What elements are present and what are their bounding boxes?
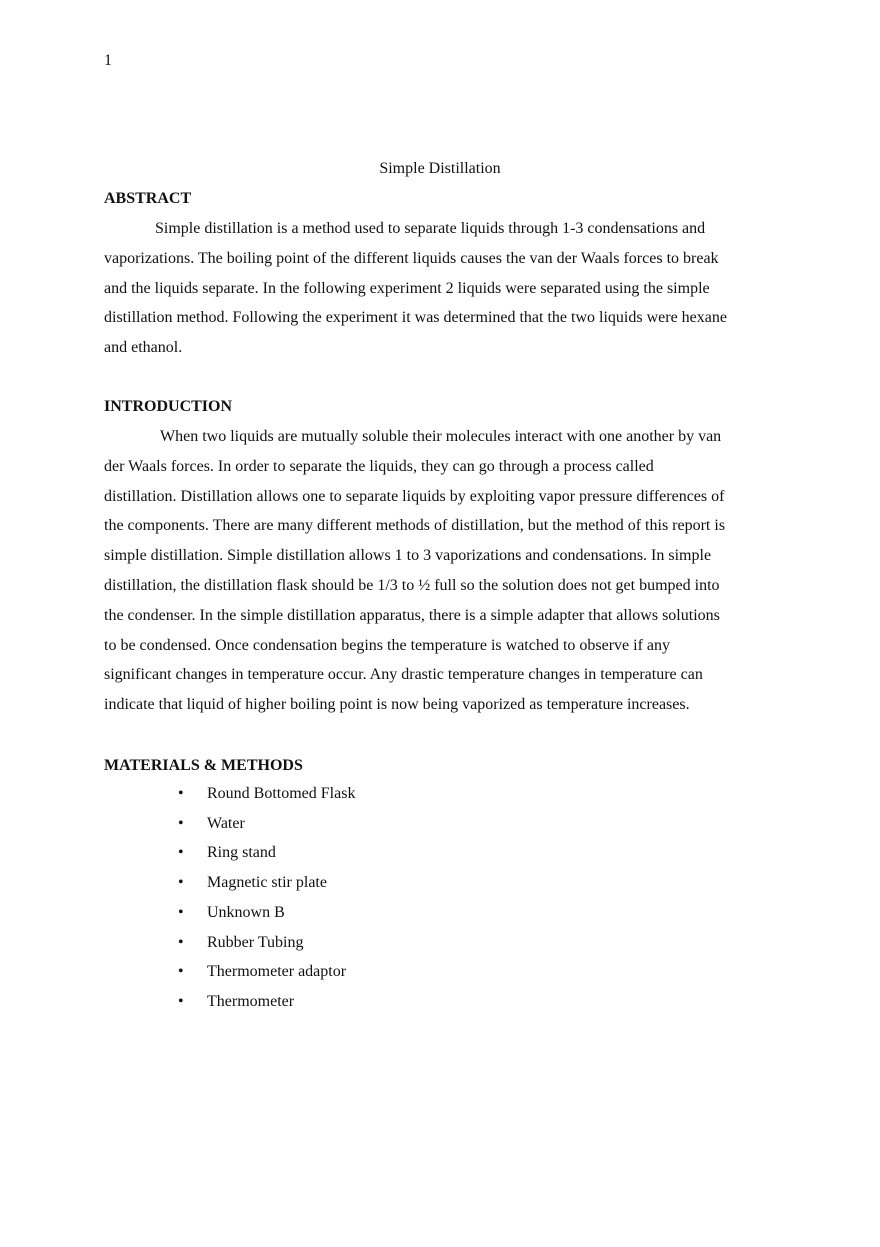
list-item: Water [207,814,245,832]
list-item: Thermometer adaptor [207,963,347,981]
materials-heading: MATERIALS & METHODS [104,757,303,774]
list-item: Magnetic stir plate [207,874,327,892]
introduction-line: the condenser. In the simple distillation apparatus, there is a simple adapter that allows solutions [104,606,720,624]
introduction-line: When two liquids are mutually soluble their molecules interact with one another by van [160,428,722,445]
abstract-line: Simple distillation is a method used to separate liquids through 1-3 condensations and [155,220,706,237]
abstract-heading: ABSTRACT [104,190,192,207]
bullet-icon: • [178,933,184,951]
bullet-icon: • [178,844,184,862]
bullet-icon: • [178,903,184,921]
introduction-line: der Waals forces. In order to separate the liquids, they can go through a process called [104,457,654,475]
introduction-line: distillation, the distillation flask should be 1/3 to ½ full so the solution does not get bumped into [104,577,720,594]
introduction-line: significant changes in temperature occur. Any drastic temperature changes in temperature can [104,666,703,684]
introduction-line: indicate that liquid of higher boiling point is now being vaporized as temperature increases. [104,696,690,714]
bullet-icon: • [178,992,184,1010]
list-item: Ring stand [207,844,276,862]
list-item: Rubber Tubing [207,933,304,951]
list-item: Unknown B [207,903,285,921]
abstract-line: and the liquids separate. In the following experiment 2 liquids were separated using the simple [104,279,710,297]
bullet-icon: • [178,874,184,892]
abstract-line: distillation method. Following the experiment it was determined that the two liquids were hexane [104,309,727,327]
bullet-icon: • [178,814,184,832]
document-title: Simple Distillation [379,160,501,177]
introduction-heading: INTRODUCTION [104,398,233,415]
list-item: Thermometer [207,992,295,1010]
abstract-line: vaporizations. The boiling point of the different liquids causes the van der Waals forces to break [104,249,719,267]
bullet-icon: • [178,785,184,802]
page-number: 1 [104,52,112,69]
abstract-line: and ethanol. [104,339,183,357]
introduction-line: distillation. Distillation allows one to separate liquids by exploiting vapor pressure differences of [104,487,725,505]
bullet-icon: • [178,963,184,981]
list-item: Round Bottomed Flask [207,785,356,802]
introduction-line: simple distillation. Simple distillation allows 1 to 3 vaporizations and condensations. In simple [104,547,712,565]
introduction-line: to be condensed. Once condensation begins the temperature is watched to observe if any [104,636,671,654]
introduction-line: the components. There are many different methods of distillation, but the method of this report is [104,517,726,535]
